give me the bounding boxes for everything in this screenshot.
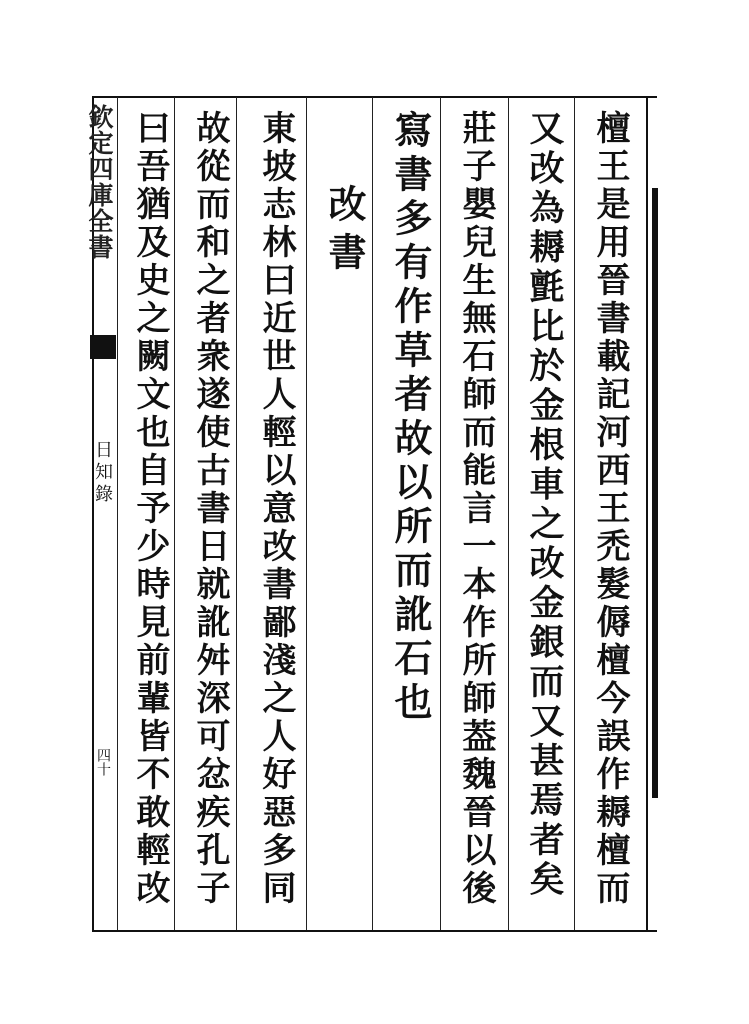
- fishtail-mark: [90, 335, 116, 359]
- text-column-3: 莊子嬰兒生無石師而能言一本作所師葢魏晉以後: [456, 110, 496, 908]
- text-column-4: 寫書多有作草者故以所而訛石也: [388, 110, 433, 726]
- binding-shadow: [652, 188, 658, 798]
- text-column-5: 東坡志林曰近世人輕以意改書鄙淺之人好惡多同: [256, 110, 296, 908]
- column-divider: [372, 97, 373, 930]
- column-divider: [440, 97, 441, 930]
- text-column-7: 曰吾猶及史之闕文也自予少時見前輩皆不敢輕改: [130, 110, 170, 908]
- margin-title: 欽定四庫全書: [85, 104, 114, 260]
- section-heading: 改書: [322, 184, 367, 280]
- text-column-1: 檀王是用晉書載記河西王禿髮傉檀今誤作耨檀而: [590, 110, 630, 908]
- column-divider: [236, 97, 237, 930]
- margin-book-title: 日知錄: [92, 440, 113, 506]
- frame-right-rule: [646, 96, 648, 932]
- text-column-2: 又改為耨氈比於金根車之改金銀而又甚焉者矣: [524, 110, 565, 900]
- page-number: 四十: [95, 748, 111, 776]
- column-divider: [117, 97, 118, 930]
- frame-bottom-rule: [92, 930, 657, 932]
- frame-top-rule: [92, 96, 657, 98]
- column-divider: [574, 97, 575, 930]
- column-divider: [508, 97, 509, 930]
- text-column-6: 故從而和之者衆遂使古書日就訛舛深可忿疾孔子: [190, 110, 230, 908]
- column-divider: [306, 97, 307, 930]
